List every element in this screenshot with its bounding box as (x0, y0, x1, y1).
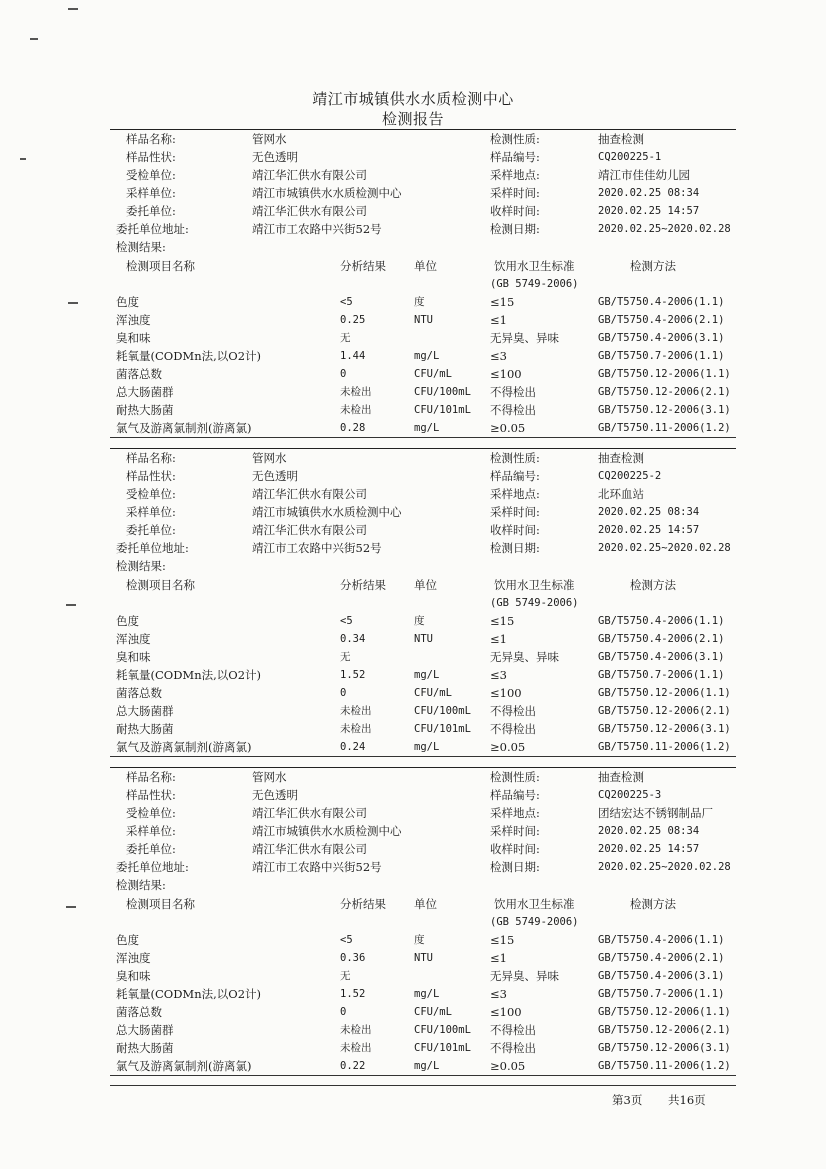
row-standard: ≤15 (490, 295, 515, 309)
value-sampling-time: 2020.02.25 08:34 (598, 187, 700, 199)
report-title: 检测报告 (381, 110, 444, 128)
value-sample-no: CQ200225-1 (598, 151, 662, 163)
row-result: 0.22 (340, 1060, 366, 1072)
row-unit: CFU/100mL (414, 386, 471, 398)
row-method: GB/T5750.4-2006(3.1) (598, 651, 725, 663)
col-unit-header: 单位 (414, 897, 437, 911)
row-method: GB/T5750.11-2006(1.2) (598, 422, 731, 434)
col-standard-header: 饮用水卫生标准 (494, 897, 575, 911)
scan-mark (30, 38, 38, 40)
row-result: 未检出 (340, 404, 372, 416)
section-bottom-rule (110, 1075, 736, 1076)
row-unit: mg/L (414, 741, 440, 753)
label-inspected-unit: 受检单位: (126, 806, 176, 820)
value-receive-time: 2020.02.25 14:57 (598, 205, 700, 217)
row-method: GB/T5750.4-2006(3.1) (598, 970, 725, 982)
col-result-header: 分析结果 (340, 259, 386, 273)
label-receive-time: 收样时间: (490, 204, 540, 218)
row-standard: ≤1 (490, 632, 507, 646)
row-item: 总大肠菌群 (116, 704, 174, 718)
section-bottom-rule (110, 437, 736, 438)
col-unit-header: 单位 (414, 259, 437, 273)
row-standard: ≥0.05 (490, 421, 526, 435)
row-method: GB/T5750.7-2006(1.1) (598, 350, 725, 362)
value-sample-no: CQ200225-2 (598, 470, 662, 482)
label-client: 委托单位: (126, 204, 176, 218)
value-client-address: 靖江市工农路中兴街52号 (252, 541, 382, 555)
row-method: GB/T5750.12-2006(2.1) (598, 705, 731, 717)
value-test-date: 2020.02.25~2020.02.28 (598, 861, 731, 873)
row-method: GB/T5750.7-2006(1.1) (598, 988, 725, 1000)
row-method: GB/T5750.4-2006(2.1) (598, 314, 725, 326)
label-sampling-time: 采样时间: (490, 186, 540, 200)
row-standard: ≤15 (490, 614, 515, 628)
value-sample-no: CQ200225-3 (598, 789, 662, 801)
row-result: 0.24 (340, 741, 366, 753)
value-test-date: 2020.02.25~2020.02.28 (598, 542, 731, 554)
scan-mark (20, 158, 26, 160)
row-result: 0 (340, 687, 347, 699)
label-sampling-time: 采样时间: (490, 505, 540, 519)
results-label: 检测结果: (116, 878, 166, 892)
row-unit: CFU/mL (414, 368, 452, 380)
row-standard: ≤1 (490, 951, 507, 965)
value-sample-state: 无色透明 (252, 788, 298, 802)
value-inspected-unit: 靖江华汇供水有限公司 (252, 806, 367, 820)
row-standard: 不得检出 (490, 403, 536, 417)
col-standard-header: 饮用水卫生标准 (494, 259, 575, 273)
label-location: 采样地点: (490, 806, 540, 820)
row-result: 未检出 (340, 386, 372, 398)
value-nature: 抽查检测 (598, 132, 644, 146)
row-unit: CFU/101mL (414, 723, 471, 735)
value-receive-time: 2020.02.25 14:57 (598, 524, 700, 536)
label-sample-state: 样品性状: (126, 469, 176, 483)
row-unit: NTU (414, 952, 433, 964)
col-item-header: 检测项目名称 (126, 897, 195, 911)
row-method: GB/T5750.4-2006(1.1) (598, 296, 725, 308)
row-method: GB/T5750.12-2006(3.1) (598, 723, 731, 735)
col-standard-ref: (GB 5749-2006) (490, 278, 579, 290)
row-method: GB/T5750.12-2006(1.1) (598, 368, 731, 380)
row-standard: 不得检出 (490, 722, 536, 736)
label-sample-name: 样品名称: (126, 132, 176, 146)
value-client-address: 靖江市工农路中兴街52号 (252, 222, 382, 236)
value-sampling-unit: 靖江市城镇供水水质检测中心 (252, 824, 402, 838)
row-result: 0 (340, 368, 347, 380)
row-standard: ≤100 (490, 367, 522, 381)
row-method: GB/T5750.11-2006(1.2) (598, 741, 731, 753)
row-unit: mg/L (414, 422, 440, 434)
row-method: GB/T5750.4-2006(2.1) (598, 633, 725, 645)
scan-mark (66, 604, 76, 606)
label-client-address: 委托单位地址: (116, 541, 189, 555)
row-unit: 度 (414, 296, 425, 308)
label-sample-state: 样品性状: (126, 788, 176, 802)
row-unit: CFU/mL (414, 687, 452, 699)
row-unit: NTU (414, 314, 433, 326)
row-unit: CFU/mL (414, 1006, 452, 1018)
value-location: 靖江市佳佳幼儿园 (598, 168, 690, 182)
label-nature: 检测性质: (490, 132, 540, 146)
col-item-header: 检测项目名称 (126, 259, 195, 273)
row-method: GB/T5750.4-2006(3.1) (598, 332, 725, 344)
label-inspected-unit: 受检单位: (126, 168, 176, 182)
row-unit: NTU (414, 633, 433, 645)
row-standard: 不得检出 (490, 1023, 536, 1037)
row-item: 菌落总数 (116, 367, 162, 381)
value-sampling-time: 2020.02.25 08:34 (598, 506, 700, 518)
label-test-date: 检测日期: (490, 222, 540, 236)
row-standard: ≥0.05 (490, 1059, 526, 1073)
row-item: 色度 (116, 295, 139, 309)
scan-mark (68, 302, 78, 304)
value-location: 团结宏达不锈钢制品厂 (598, 806, 713, 820)
row-standard: 无异臭、异味 (490, 650, 559, 664)
row-standard: ≤3 (490, 987, 507, 1001)
row-result: <5 (340, 296, 353, 308)
row-standard: ≥0.05 (490, 740, 526, 754)
row-result: 未检出 (340, 1042, 372, 1054)
label-sample-name: 样品名称: (126, 770, 176, 784)
row-item: 浑浊度 (116, 951, 151, 965)
row-result: 0.28 (340, 422, 366, 434)
row-item: 耐热大肠菌 (116, 1041, 174, 1055)
row-standard: ≤1 (490, 313, 507, 327)
footer-rule (110, 1085, 736, 1086)
row-unit: CFU/100mL (414, 705, 471, 717)
col-method-header: 检测方法 (630, 578, 676, 592)
row-method: GB/T5750.4-2006(1.1) (598, 934, 725, 946)
row-result: 无 (340, 970, 351, 982)
label-client-address: 委托单位地址: (116, 222, 189, 236)
value-inspected-unit: 靖江华汇供水有限公司 (252, 487, 367, 501)
scan-mark (66, 906, 76, 908)
row-item: 氯气及游离氯制剂(游离氯) (116, 740, 252, 754)
row-result: 1.52 (340, 988, 366, 1000)
row-item: 氯气及游离氯制剂(游离氯) (116, 421, 252, 435)
row-result: 0 (340, 1006, 347, 1018)
label-sampling-unit: 采样单位: (126, 824, 176, 838)
row-standard: ≤100 (490, 1005, 522, 1019)
value-receive-time: 2020.02.25 14:57 (598, 843, 700, 855)
row-item: 浑浊度 (116, 632, 151, 646)
row-item: 氯气及游离氯制剂(游离氯) (116, 1059, 252, 1073)
label-location: 采样地点: (490, 487, 540, 501)
label-receive-time: 收样时间: (490, 842, 540, 856)
row-result: 1.44 (340, 350, 366, 362)
value-client: 靖江华汇供水有限公司 (252, 842, 367, 856)
page-number: 第3页 (612, 1093, 643, 1107)
col-method-header: 检测方法 (630, 897, 676, 911)
value-sampling-unit: 靖江市城镇供水水质检测中心 (252, 505, 402, 519)
label-test-date: 检测日期: (490, 541, 540, 555)
label-nature: 检测性质: (490, 451, 540, 465)
row-standard: 不得检出 (490, 704, 536, 718)
row-item: 耗氧量(CODMn法,以O2计) (116, 349, 262, 363)
row-standard: 不得检出 (490, 1041, 536, 1055)
row-item: 臭和味 (116, 650, 151, 664)
org-name: 靖江市城镇供水水质检测中心 (312, 90, 514, 108)
value-sample-name: 管网水 (252, 770, 287, 784)
row-unit: CFU/101mL (414, 1042, 471, 1054)
value-client-address: 靖江市工农路中兴街52号 (252, 860, 382, 874)
value-client: 靖江华汇供水有限公司 (252, 204, 367, 218)
value-inspected-unit: 靖江华汇供水有限公司 (252, 168, 367, 182)
row-method: GB/T5750.12-2006(2.1) (598, 1024, 731, 1036)
row-method: GB/T5750.11-2006(1.2) (598, 1060, 731, 1072)
value-test-date: 2020.02.25~2020.02.28 (598, 223, 731, 235)
label-sampling-unit: 采样单位: (126, 186, 176, 200)
row-standard: ≤15 (490, 933, 515, 947)
value-client: 靖江华汇供水有限公司 (252, 523, 367, 537)
row-item: 色度 (116, 614, 139, 628)
row-result: 0.36 (340, 952, 366, 964)
results-label: 检测结果: (116, 240, 166, 254)
row-item: 总大肠菌群 (116, 1023, 174, 1037)
label-sample-name: 样品名称: (126, 451, 176, 465)
row-result: 0.25 (340, 314, 366, 326)
row-unit: mg/L (414, 350, 440, 362)
row-item: 臭和味 (116, 331, 151, 345)
label-sample-no: 样品编号: (490, 150, 540, 164)
col-result-header: 分析结果 (340, 897, 386, 911)
row-unit: mg/L (414, 669, 440, 681)
row-item: 耐热大肠菌 (116, 722, 174, 736)
label-sampling-time: 采样时间: (490, 824, 540, 838)
section-bottom-rule (110, 756, 736, 757)
row-method: GB/T5750.12-2006(2.1) (598, 386, 731, 398)
row-standard: 不得检出 (490, 385, 536, 399)
value-sample-name: 管网水 (252, 451, 287, 465)
col-item-header: 检测项目名称 (126, 578, 195, 592)
value-sampling-unit: 靖江市城镇供水水质检测中心 (252, 186, 402, 200)
row-result: <5 (340, 934, 353, 946)
row-item: 耗氧量(CODMn法,以O2计) (116, 668, 262, 682)
row-method: GB/T5750.4-2006(1.1) (598, 615, 725, 627)
row-method: GB/T5750.4-2006(2.1) (598, 952, 725, 964)
col-standard-ref: (GB 5749-2006) (490, 916, 579, 928)
scan-mark (68, 8, 78, 10)
label-sample-no: 样品编号: (490, 469, 540, 483)
row-item: 菌落总数 (116, 686, 162, 700)
row-method: GB/T5750.7-2006(1.1) (598, 669, 725, 681)
label-client: 委托单位: (126, 842, 176, 856)
label-location: 采样地点: (490, 168, 540, 182)
row-standard: ≤100 (490, 686, 522, 700)
results-label: 检测结果: (116, 559, 166, 573)
row-method: GB/T5750.12-2006(3.1) (598, 1042, 731, 1054)
row-unit: CFU/101mL (414, 404, 471, 416)
value-nature: 抽查检测 (598, 770, 644, 784)
label-nature: 检测性质: (490, 770, 540, 784)
row-method: GB/T5750.12-2006(3.1) (598, 404, 731, 416)
row-method: GB/T5750.12-2006(1.1) (598, 1006, 731, 1018)
row-unit: mg/L (414, 1060, 440, 1072)
col-result-header: 分析结果 (340, 578, 386, 592)
label-sample-no: 样品编号: (490, 788, 540, 802)
label-client: 委托单位: (126, 523, 176, 537)
label-sample-state: 样品性状: (126, 150, 176, 164)
row-unit: mg/L (414, 988, 440, 1000)
page-total: 共16页 (668, 1093, 706, 1107)
col-method-header: 检测方法 (630, 259, 676, 273)
value-nature: 抽查检测 (598, 451, 644, 465)
row-method: GB/T5750.12-2006(1.1) (598, 687, 731, 699)
row-item: 浑浊度 (116, 313, 151, 327)
label-test-date: 检测日期: (490, 860, 540, 874)
label-client-address: 委托单位地址: (116, 860, 189, 874)
value-sample-name: 管网水 (252, 132, 287, 146)
row-unit: 度 (414, 934, 425, 946)
value-location: 北环血站 (598, 487, 644, 501)
value-sampling-time: 2020.02.25 08:34 (598, 825, 700, 837)
row-result: 未检出 (340, 1024, 372, 1036)
col-unit-header: 单位 (414, 578, 437, 592)
row-standard: ≤3 (490, 668, 507, 682)
row-standard: 无异臭、异味 (490, 331, 559, 345)
row-result: 无 (340, 651, 351, 663)
value-sample-state: 无色透明 (252, 150, 298, 164)
row-unit: CFU/100mL (414, 1024, 471, 1036)
value-sample-state: 无色透明 (252, 469, 298, 483)
row-item: 耐热大肠菌 (116, 403, 174, 417)
row-result: 未检出 (340, 705, 372, 717)
label-inspected-unit: 受检单位: (126, 487, 176, 501)
row-item: 总大肠菌群 (116, 385, 174, 399)
row-item: 臭和味 (116, 969, 151, 983)
label-receive-time: 收样时间: (490, 523, 540, 537)
col-standard-ref: (GB 5749-2006) (490, 597, 579, 609)
row-result: 无 (340, 332, 351, 344)
row-item: 色度 (116, 933, 139, 947)
row-unit: 度 (414, 615, 425, 627)
row-standard: ≤3 (490, 349, 507, 363)
row-item: 耗氧量(CODMn法,以O2计) (116, 987, 262, 1001)
row-result: 未检出 (340, 723, 372, 735)
row-result: <5 (340, 615, 353, 627)
row-result: 1.52 (340, 669, 366, 681)
row-item: 菌落总数 (116, 1005, 162, 1019)
row-standard: 无异臭、异味 (490, 969, 559, 983)
label-sampling-unit: 采样单位: (126, 505, 176, 519)
row-result: 0.34 (340, 633, 366, 645)
col-standard-header: 饮用水卫生标准 (494, 578, 575, 592)
